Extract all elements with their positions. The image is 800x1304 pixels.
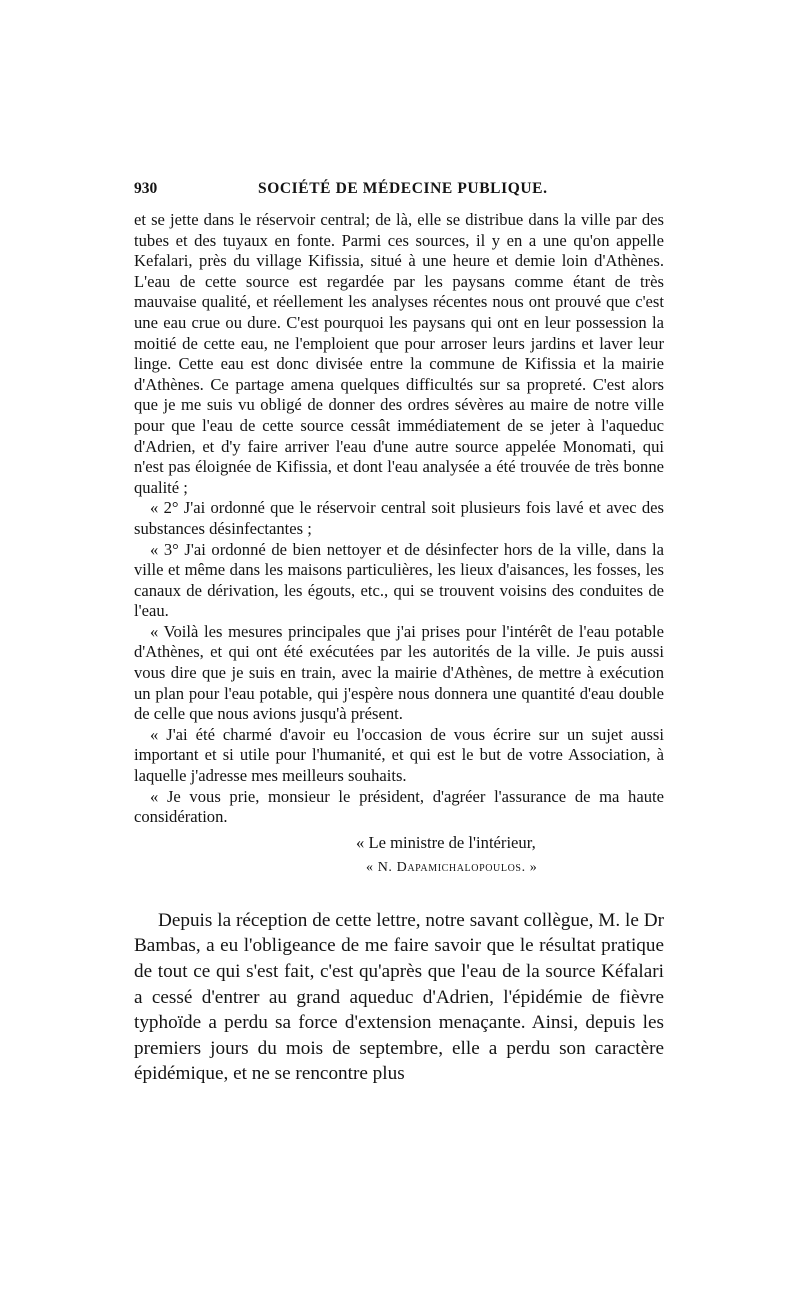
page-number: 930 [134, 180, 158, 197]
letter-paragraph: « Voilà les mesures principales que j'ai prises pour l'intérêt de l'eau potable d'Athènes, et qui ont été exécutées par les autorités de la ville. Je puis aussi vous dire que je suis en train, avec la mairie d'Athènes, de mettre à exécution un plan pour l'eau potable, qui j'espère nous donnera une quantité d'eau double de celle que nous avions jusqu'à présent. [134, 621, 664, 724]
page-header [134, 180, 664, 210]
letter-paragraph: « 3° J'ai ordonné de bien nettoyer et de désinfecter hors de la ville, dans la ville et même dans les maisons particulières, les lieux d'aisances, les fosses, les canaux de dérivation, les égouts, etc., qui se trouvent voisins des conduites de l'eau. [134, 539, 664, 621]
running-title: SOCIÉTÉ DE MÉDECINE PUBLIQUE. [258, 180, 548, 197]
letter-paragraph: « 2° J'ai ordonné que le réservoir central soit plusieurs fois lavé et avec des substances désinfectantes ; [134, 498, 664, 538]
signature-name-line [366, 855, 537, 880]
letter-signature [134, 830, 664, 880]
signature-name: N. Dapamichalopoulos. [377, 859, 526, 875]
letter-paragraph: « Je vous prie, monsieur le président, d'agréer l'assurance de ma haute considération. [134, 786, 664, 827]
letter-paragraph: et se jette dans le réservoir central; de là, elle se distribue dans la ville par des tubes et des tuyaux en fonte. Parmi ces sources, il y en a une qu'on appelle Kefalari, près du village Kifissia, situé à une heure et demie loin d'Athènes. L'eau de cette source est regardée par les paysans comme étant de très mauvaise qualité, et réellement les analyses récentes nous ont prouvé que c'est une eau crue ou dure. C'est pourquoi les paysans qui ont en leur possession la moitié de cette eau, ne l'emploient que pour arroser leurs jardins et laver leur linge. Cette eau est donc divisée entre la commune de Kifissia et la mairie d'Athènes. Ce partage amena quelques difficultés sur sa propreté. C'est alors que je me suis vu obligé de donner des ordres sévères au maire de notre ville pour que l'eau de cette source cessât immédiatement de se jeter à l'aqueduc d'Adrien, et d'y faire arriver l'eau d'une autre source appelée Monomati, qui n'est pas éloignée de Kifissia, et dont l'eau analysée a été trouvée de très bonne qualité ; [134, 210, 664, 497]
body-paragraph: Depuis la réception de cette lettre, notre savant collègue, M. le Dr Bambas, a eu l'obligeance de me faire savoir que le résultat pratique de tout ce qui s'est fait, c'est qu'après que l'eau de la source Kéfalari a cessé d'entrer au grand aqueduc d'Adrien, l'épidémie de fièvre typhoïde a perdu sa force d'extension menaçante. Ainsi, depuis les premiers jours du mois de septembre, elle a perdu son caractère épidémique, et ne se rencontre plus [134, 909, 664, 1085]
book-page [134, 180, 664, 1087]
letter-paragraph: « J'ai été charmé d'avoir eu l'occasion de vous écrire sur un sujet aussi important et si utile pour l'humanité, et qui est le but de votre Association, à laquelle j'adresse mes meilleurs souhaits. [134, 724, 664, 786]
letter-text [134, 210, 664, 828]
signature-title: « Le ministre de l'intérieur, [356, 832, 536, 852]
signature-quote-close: » [525, 859, 538, 875]
signature-quote-open: « [366, 859, 378, 875]
